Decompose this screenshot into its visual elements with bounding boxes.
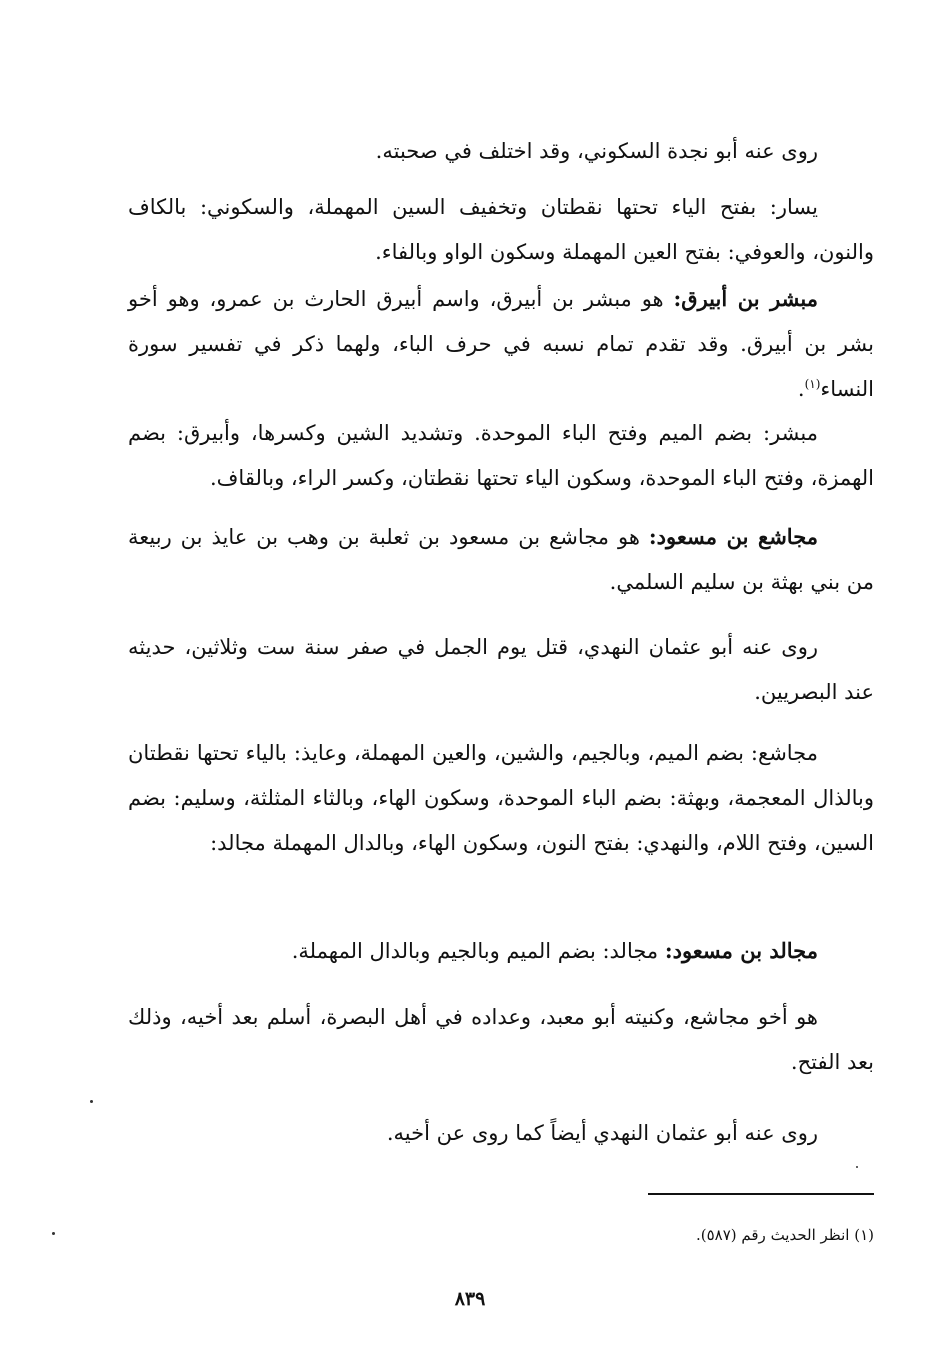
page-number: ٨٣٩ — [454, 1288, 486, 1310]
paragraph-text: هو مبشر بن أبيرق، واسم أبيرق الحارث بن عمرو، وهو أخو بشر بن أبيرق. وقد تقدم تمام نسبه في حرف الباء، ولهما ذكر في تفسير سورة النساء — [128, 287, 874, 401]
paragraph-6 — [128, 624, 874, 715]
paragraph-10 — [128, 1110, 874, 1156]
paragraph-text-end: . — [797, 377, 805, 401]
paragraph-text: روى عنه أبو عثمان النهدي، قتل يوم الجمل في صفر سنة ست وثلاثين، حديثه عند البصريين. — [128, 635, 874, 704]
paragraph-1 — [128, 128, 874, 174]
footnote-divider — [648, 1193, 874, 1195]
scan-speck — [90, 1100, 93, 1103]
footnote: (١) انظر الحديث رقم (٥٨٧). — [695, 1226, 874, 1244]
entry-term: مجالد بن مسعود: — [664, 938, 818, 963]
paragraph-text: مجالد: بضم الميم وبالجيم وبالدال المهملة. — [291, 939, 665, 963]
paragraph-2 — [128, 184, 874, 275]
entry-mubashshir — [128, 276, 874, 412]
entry-mujalid — [128, 928, 874, 974]
scan-speck — [52, 1232, 55, 1235]
paragraph-text: يسار: بفتح الياء تحتها نقطتان وتخفيف السين المهملة، والسكوني: بالكاف والنون، والعوفي: بفتح العين المهملة وسكون الواو وبالفاء. — [128, 195, 874, 264]
paragraph-9 — [128, 994, 874, 1085]
footnote-mark: (١) — [804, 377, 821, 391]
paragraph-text: هو أخو مجاشع، وكنيته أبو معبد، وعداده في أهل البصرة، أسلم بعد أخيه، وذلك بعد الفتح. — [128, 1005, 874, 1074]
paragraph-text: هو مجاشع بن مسعود بن ثعلبة بن وهب بن عايذ بن ربيعة من بني بهثة بن سليم السلمي. — [128, 525, 874, 594]
paragraph-4 — [128, 410, 874, 501]
paragraph-text: روى عنه أبو نجدة السكوني، وقد اختلف في صحبته. — [375, 139, 818, 163]
paragraph-text: مبشر: بضم الميم وفتح الباء الموحدة. وتشديد الشين وكسرها، وأبيرق: بضم الهمزة، وفتح الباء الموحدة، وسكون الياء تحتها نقطتان، وكسر الراء، وبالقاف. — [128, 421, 874, 490]
paragraph-7 — [128, 730, 874, 866]
entry-term: مبشر بن أبيرق: — [673, 286, 818, 311]
entry-term: مجاشع بن مسعود: — [648, 524, 818, 549]
scan-speck — [856, 1166, 858, 1168]
paragraph-text: مجاشع: بضم الميم، وبالجيم، والشين، والعين المهملة، وعايذ: بالياء تحتها نقطتان وبالذال المعجمة، وبهثة: بضم الباء الموحدة، وسكون الهاء، وبالثاء المثلثة، وسليم: بضم السين، وفتح اللام، والنهدي: بفتح النون، وسكون الهاء، وبالدال المهملة مجالد: — [128, 741, 874, 855]
entry-mujashi — [128, 514, 874, 605]
paragraph-text: روى عنه أبو عثمان النهدي أيضاً كما روى عن أخيه. — [386, 1121, 818, 1145]
